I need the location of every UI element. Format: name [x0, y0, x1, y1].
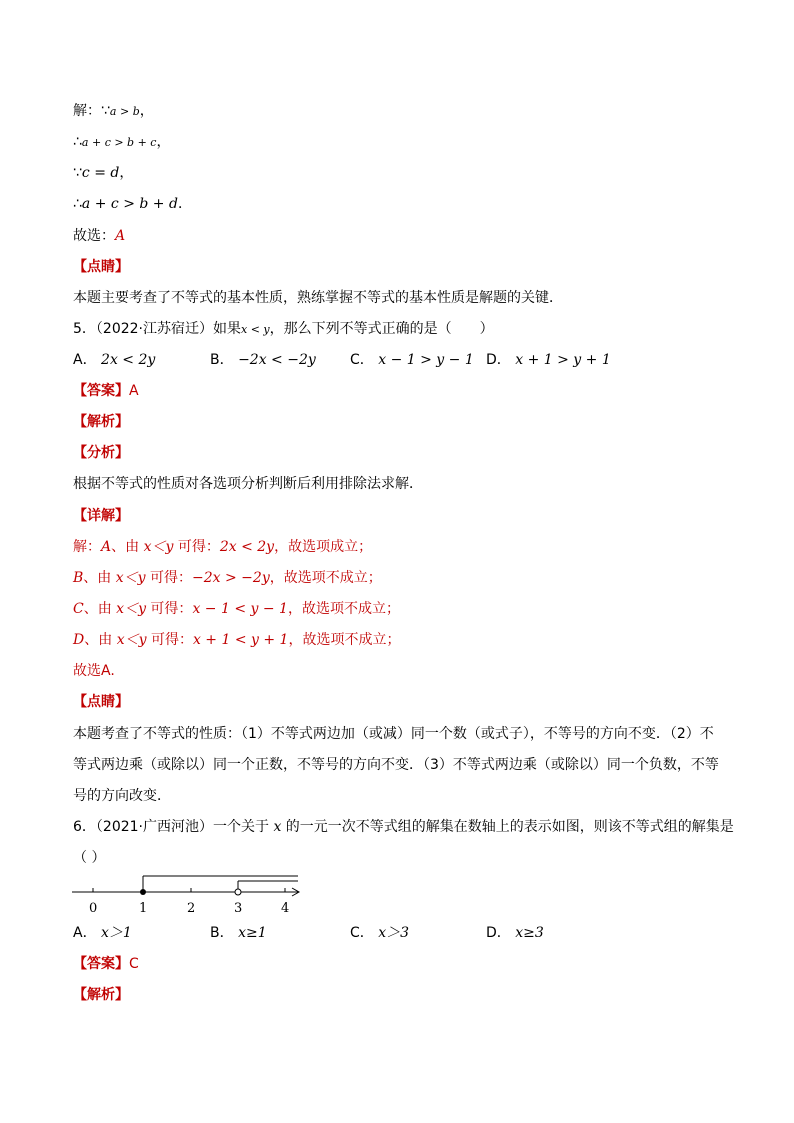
option-letter: D． [486, 925, 511, 941]
math-expr: x [273, 819, 282, 835]
solution-line-3 [73, 163, 133, 183]
line-text: ∵ [73, 165, 82, 181]
detail-text: 可得： [173, 539, 220, 555]
axis-label-0: 0 [89, 901, 98, 916]
open-dot [235, 889, 241, 895]
math-expr: a + c > b + d [81, 196, 178, 212]
detail-text: 可得： [146, 632, 193, 648]
option-letter: D． [486, 352, 511, 368]
q5-comment-line-3: 号的方向改变． [73, 788, 171, 804]
q6-stem-line-2: （ ） [73, 850, 106, 866]
line-text: ∴ [73, 134, 82, 150]
q5-fenxi-text: 根据不等式的性质对各选项分析判断后利用排除法求解． [73, 476, 423, 492]
detail-text: 、由 [83, 601, 117, 617]
number-line-figure [70, 872, 310, 918]
q5-comment-line-1: 本题考查了不等式的性质：（1）不等式两边加（或减）同一个数（或式子），不等号的方向不变．（2）不 [73, 726, 714, 742]
axis-label-4: 4 [281, 901, 290, 916]
detail-math: x＜y [116, 601, 146, 617]
detail-option: D [73, 632, 85, 648]
choose-line [73, 226, 125, 246]
stem-text: 的一元一次不等式组的解集在数轴上的表示如图，则该不等式组的解集是 [281, 819, 734, 835]
option-math: x＞3 [378, 925, 410, 941]
option-math: x≥1 [238, 925, 267, 941]
q5-option-d [486, 350, 611, 370]
line-text: ， [156, 134, 171, 150]
option-math: x + 1 > y + 1 [515, 352, 611, 368]
detail-text: ，故选项不成立； [287, 601, 400, 617]
line-text: ． [177, 196, 192, 212]
q5-comment-line-2: 等式两边乘（或除以）同一个正数，不等号的方向不变．（3）不等式两边乘（或除以）同一个负数，不等 [73, 757, 719, 773]
q5-detail-2 [73, 568, 382, 588]
answer-label: 【答案】 [73, 383, 129, 399]
detail-text: 、由 [83, 570, 116, 586]
detail-text: 、由 [111, 539, 144, 555]
q5-choose: 故选A. [73, 663, 115, 679]
detail-math: x + 1 < y + 1 [192, 632, 289, 648]
q5-detail-3 [73, 599, 400, 619]
q5-detail-label: 【详解】 [73, 508, 129, 524]
q6-option-c [350, 923, 409, 943]
detail-text: 解： [73, 539, 101, 555]
q5-option-b [210, 350, 316, 370]
axis-label-3: 3 [234, 901, 243, 916]
solution-line-1 [73, 101, 154, 122]
detail-text: 、由 [84, 632, 117, 648]
math-expr: x < y [241, 323, 270, 336]
option-letter: C． [350, 925, 374, 941]
option-math: x＞1 [101, 925, 132, 941]
choose-answer: A [115, 228, 126, 244]
q6-option-b [210, 923, 267, 943]
q6-stem-line-1 [73, 817, 734, 837]
q5-stem [73, 319, 494, 340]
detail-text: ，故选项成立； [274, 539, 373, 555]
line-text: ∴ [73, 196, 82, 212]
detail-math: x＜y [116, 632, 147, 648]
choose-text: 故选： [73, 228, 115, 244]
q5-comment-label: 【点睛】 [73, 694, 129, 710]
closed-dot [140, 889, 146, 895]
line-text: ， [139, 103, 154, 119]
q5-detail-1 [73, 537, 372, 557]
comment-label: 【点睛】 [73, 259, 129, 275]
option-letter: C． [350, 352, 374, 368]
stem-text: ，那么下列不等式正确的是（ ） [269, 321, 494, 337]
option-math: 2x < 2y [101, 352, 156, 368]
q6-analysis-label: 【解析】 [73, 987, 129, 1003]
detail-text: 可得： [145, 601, 193, 617]
detail-math: x − 1 < y − 1 [192, 601, 288, 617]
q5-detail-4 [73, 630, 400, 650]
detail-math: −2x > −2y [192, 570, 270, 586]
q6-option-a [73, 923, 132, 943]
q5-fenxi-label: 【分析】 [73, 445, 129, 461]
option-math: x − 1 > y − 1 [378, 352, 474, 368]
detail-math: x＜y [115, 570, 146, 586]
q5-answer [73, 381, 139, 401]
detail-math: x＜y [143, 539, 174, 555]
option-letter: A． [73, 352, 97, 368]
detail-option: B [73, 570, 84, 586]
q5-option-a [73, 350, 155, 370]
q6-option-d [486, 923, 544, 943]
option-letter: B． [210, 352, 234, 368]
answer-value: C [129, 956, 139, 972]
stem-text: 6．（2021·广西河池）一个关于 [73, 819, 274, 835]
math-expr: a > b [109, 105, 140, 118]
option-letter: B． [210, 925, 234, 941]
detail-math: 2x < 2y [219, 539, 275, 555]
detail-text: ，故选项不成立； [269, 570, 382, 586]
detail-option: C [73, 601, 84, 617]
math-expr: a + c > b + c [81, 136, 157, 149]
option-letter: A． [73, 925, 97, 941]
solution-line-4 [73, 194, 192, 214]
answer-label: 【答案】 [73, 956, 129, 972]
option-math: x≥3 [515, 925, 544, 941]
axis-label-2: 2 [187, 901, 196, 916]
answer-value: A [129, 383, 139, 399]
detail-text: ，故选项不成立； [288, 632, 401, 648]
q6-answer [73, 954, 139, 974]
q5-option-c [350, 350, 474, 370]
line-text: 解：∵ [73, 103, 110, 119]
detail-text: 可得： [145, 570, 193, 586]
q5-analysis-label: 【解析】 [73, 414, 129, 430]
line-text: ， [119, 165, 134, 181]
math-expr: c = d [81, 165, 120, 181]
detail-option: A [101, 539, 112, 555]
solution-line-2 [73, 132, 170, 153]
comment-text: 本题主要考查了不等式的基本性质，熟练掌握不等式的基本性质是解题的关键． [73, 290, 563, 306]
option-math: −2x < −2y [238, 352, 316, 368]
stem-text: 5．（2022·江苏宿迁）如果 [73, 321, 241, 337]
axis-label-1: 1 [139, 901, 148, 916]
